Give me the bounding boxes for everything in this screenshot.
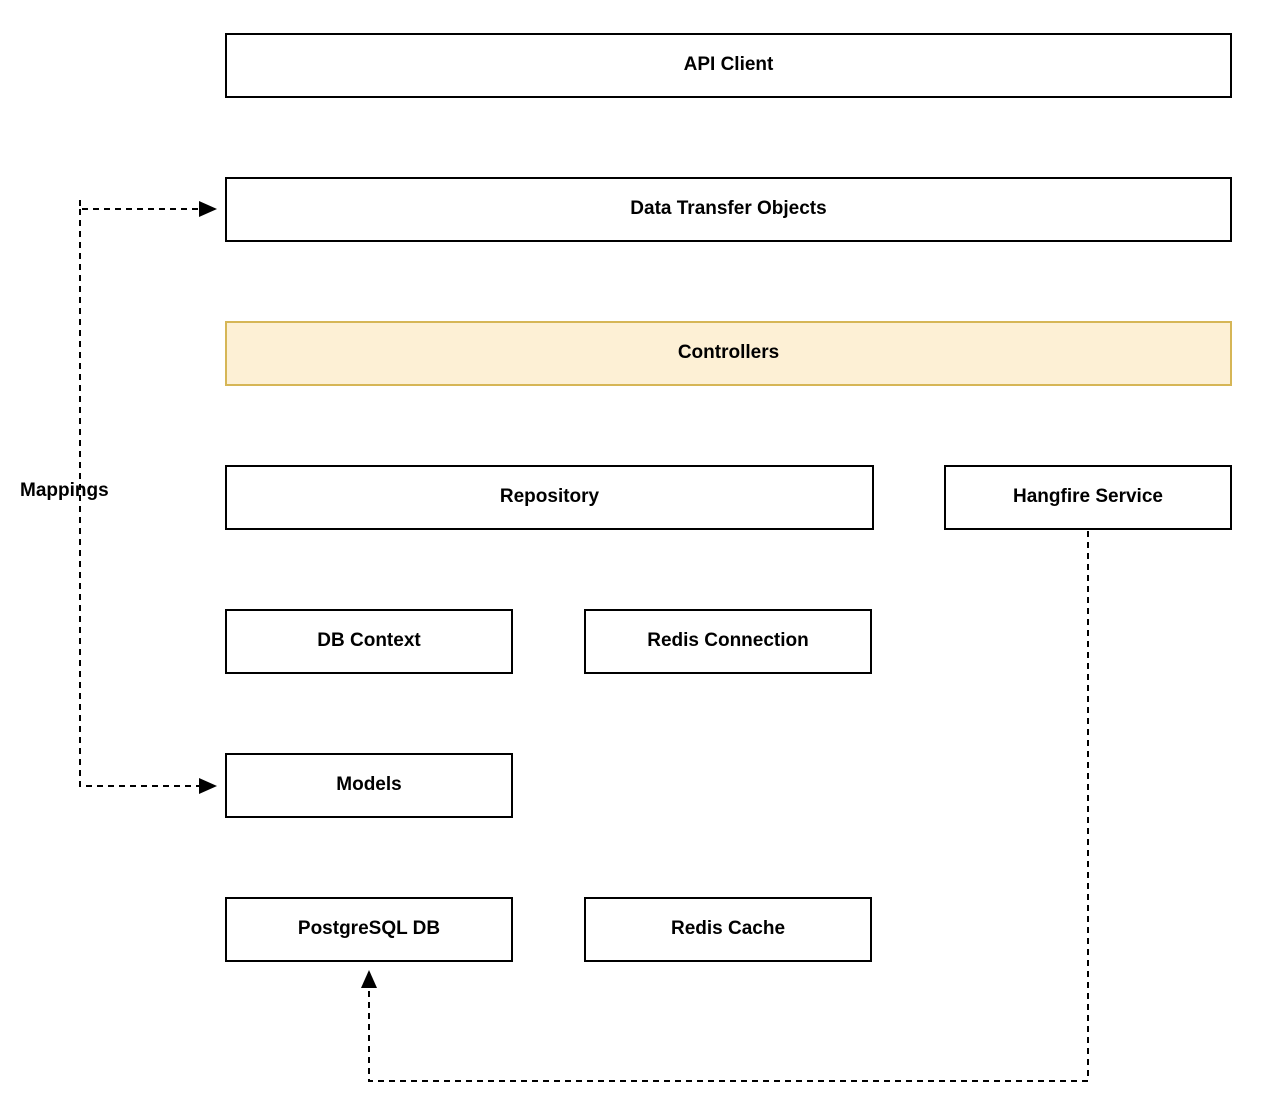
node-api-client[interactable] bbox=[225, 33, 1232, 98]
node-redis-cache[interactable] bbox=[584, 897, 872, 962]
node-data-transfer-objects[interactable] bbox=[225, 177, 1232, 242]
node-label: Repository bbox=[499, 486, 600, 508]
node-label: Redis Cache bbox=[670, 918, 786, 940]
node-models[interactable] bbox=[225, 753, 513, 818]
node-controllers[interactable] bbox=[225, 321, 1232, 386]
node-label: PostgreSQL DB bbox=[297, 918, 441, 940]
node-label: Models bbox=[336, 774, 402, 796]
node-label: API Client bbox=[683, 54, 774, 76]
node-label: Data Transfer Objects bbox=[630, 198, 827, 220]
node-redis-connection[interactable] bbox=[584, 609, 872, 674]
node-repository[interactable] bbox=[225, 465, 874, 530]
node-label: Hangfire Service bbox=[1013, 486, 1163, 508]
edge-label-mappings: Mappings bbox=[20, 480, 109, 501]
node-postgresql-db[interactable] bbox=[225, 897, 513, 962]
node-db-context[interactable] bbox=[225, 609, 513, 674]
node-hangfire-service[interactable] bbox=[944, 465, 1232, 530]
edge-mappings-to-dto bbox=[80, 200, 215, 209]
node-label: DB Context bbox=[317, 630, 421, 652]
node-label: Redis Connection bbox=[647, 630, 809, 652]
node-label: Controllers bbox=[677, 342, 780, 364]
